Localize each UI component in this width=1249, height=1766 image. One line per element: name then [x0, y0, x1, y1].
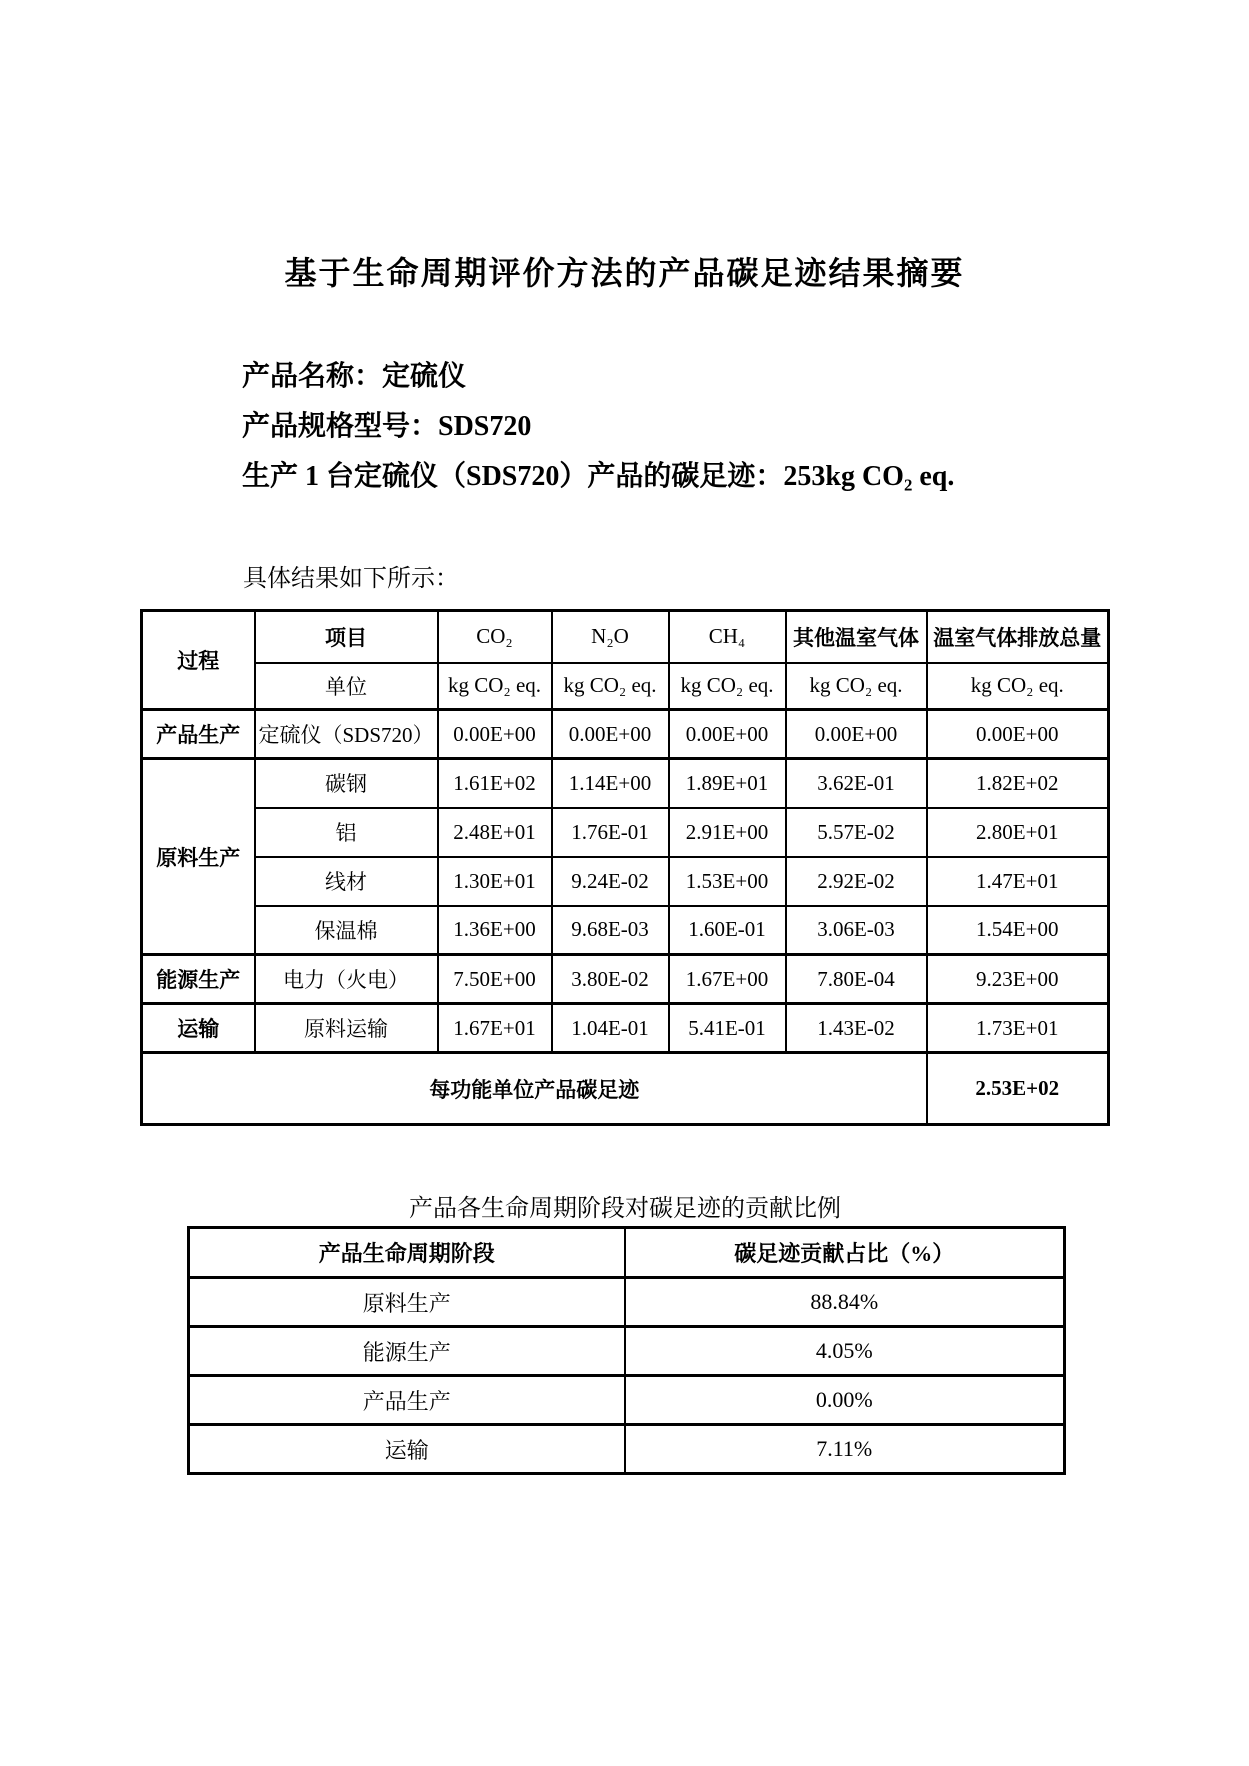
header-cell-ch4: CH₄: [669, 611, 786, 663]
stage-cell: 原料生产: [189, 1278, 625, 1327]
value-cell: 5.57E-02: [786, 808, 927, 857]
value-cell: 1.47E+01: [927, 857, 1109, 906]
item-cell: 铝: [255, 808, 438, 857]
value-cell: 1.14E+00: [552, 759, 669, 808]
contribution-row-raw-material: [189, 1278, 1065, 1327]
header-cell-item: 项目: [255, 611, 438, 663]
stage-cell: 运输: [189, 1425, 625, 1474]
value-cell: 2.48E+01: [438, 808, 552, 857]
table-row-product-production: [142, 710, 1109, 759]
table-row-carbon-steel: [142, 759, 1109, 808]
header-cell-n2o: N₂O: [552, 611, 669, 663]
value-cell: 1.61E+02: [438, 759, 552, 808]
table-footer-row: [142, 1053, 1109, 1125]
document-title: 基于生命周期评价方法的产品碳足迹结果摘要: [284, 255, 965, 291]
value-cell: 1.73E+01: [927, 1004, 1109, 1053]
value-cell: 0.00E+00: [786, 710, 927, 759]
value-cell: 9.23E+00: [927, 955, 1109, 1004]
header-cell-other-ghg: 其他温室气体: [786, 611, 927, 663]
unit-cell: kg CO₂ eq.: [669, 663, 786, 710]
table-row-electricity: [142, 955, 1109, 1004]
value-cell: 3.80E-02: [552, 955, 669, 1004]
value-cell: 9.24E-02: [552, 857, 669, 906]
table-header-row-1: [142, 611, 1109, 663]
contribution-header-row: [189, 1228, 1065, 1278]
item-cell: 原料运输: [255, 1004, 438, 1053]
unit-label-cell: 单位: [255, 663, 438, 710]
lifecycle-contribution-table: [187, 1226, 1066, 1475]
value-cell: 1.60E-01: [669, 906, 786, 955]
value-cell: 7.50E+00: [438, 955, 552, 1004]
product-info-block: [242, 352, 954, 502]
value-cell: 1.67E+00: [669, 955, 786, 1004]
stage-cell: 产品生产: [189, 1376, 625, 1425]
value-cell: 1.89E+01: [669, 759, 786, 808]
header-cell-percent: 碳足迹贡献占比（%）: [625, 1228, 1065, 1278]
process-cell: 运输: [142, 1004, 255, 1053]
percent-cell: 88.84%: [625, 1278, 1065, 1327]
item-cell: 电力（火电）: [255, 955, 438, 1004]
item-cell: 定硫仪（SDS720）: [255, 710, 438, 759]
header-cell-total-ghg: 温室气体排放总量: [927, 611, 1109, 663]
percent-cell: 0.00%: [625, 1376, 1065, 1425]
footprint-total-label-cell: 每功能单位产品碳足迹: [142, 1053, 927, 1125]
value-cell: 3.62E-01: [786, 759, 927, 808]
value-cell: 1.82E+02: [927, 759, 1109, 808]
value-cell: 3.06E-03: [786, 906, 927, 955]
value-cell: 1.04E-01: [552, 1004, 669, 1053]
percent-cell: 4.05%: [625, 1327, 1065, 1376]
value-cell: 1.53E+00: [669, 857, 786, 906]
value-cell: 1.76E-01: [552, 808, 669, 857]
unit-cell: kg CO₂ eq.: [786, 663, 927, 710]
header-cell-process: 过程: [142, 611, 255, 710]
table-row-wire: [142, 857, 1109, 906]
value-cell: 2.92E-02: [786, 857, 927, 906]
value-cell: 2.80E+01: [927, 808, 1109, 857]
value-cell: 1.67E+01: [438, 1004, 552, 1053]
table-row-insulation-cotton: [142, 906, 1109, 955]
unit-cell: kg CO₂ eq.: [927, 663, 1109, 710]
value-cell: 9.68E-03: [552, 906, 669, 955]
value-cell: 0.00E+00: [552, 710, 669, 759]
process-cell: 产品生产: [142, 710, 255, 759]
table-row-transport: [142, 1004, 1109, 1053]
value-cell: 1.43E-02: [786, 1004, 927, 1053]
stage-cell: 能源生产: [189, 1327, 625, 1376]
results-intro-line: 具体结果如下所示：: [243, 566, 459, 592]
contribution-table-title: 产品各生命周期阶段对碳足迹的贡献比例: [409, 1196, 841, 1222]
value-cell: 7.80E-04: [786, 955, 927, 1004]
value-cell: 0.00E+00: [669, 710, 786, 759]
percent-cell: 7.11%: [625, 1425, 1065, 1474]
value-cell: 0.00E+00: [438, 710, 552, 759]
contribution-row-product: [189, 1376, 1065, 1425]
contribution-row-energy: [189, 1327, 1065, 1376]
value-cell: 1.30E+01: [438, 857, 552, 906]
value-cell: 1.36E+00: [438, 906, 552, 955]
value-cell: 0.00E+00: [927, 710, 1109, 759]
process-cell: 原料生产: [142, 759, 255, 955]
header-cell-stage: 产品生命周期阶段: [189, 1228, 625, 1278]
contribution-row-transport: [189, 1425, 1065, 1474]
unit-cell: kg CO₂ eq.: [438, 663, 552, 710]
value-cell: 5.41E-01: [669, 1004, 786, 1053]
item-cell: 线材: [255, 857, 438, 906]
carbon-footprint-results-table: [140, 609, 1110, 1126]
product-model-line: 产品规格型号：SDS720: [242, 411, 532, 442]
product-name-line: 产品名称：定硫仪: [242, 361, 467, 392]
value-cell: 1.54E+00: [927, 906, 1109, 955]
item-cell: 碳钢: [255, 759, 438, 808]
carbon-footprint-line: 生产 1 台定硫仪（SDS720）产品的碳足迹：253kg CO₂ eq.: [242, 461, 955, 492]
item-cell: 保温棉: [255, 906, 438, 955]
table-header-row-2: [142, 663, 1109, 710]
unit-cell: kg CO₂ eq.: [552, 663, 669, 710]
table-row-aluminum: [142, 808, 1109, 857]
header-cell-co2: CO₂: [438, 611, 552, 663]
footprint-total-value-cell: 2.53E+02: [927, 1053, 1109, 1125]
process-cell: 能源生产: [142, 955, 255, 1004]
value-cell: 2.91E+00: [669, 808, 786, 857]
